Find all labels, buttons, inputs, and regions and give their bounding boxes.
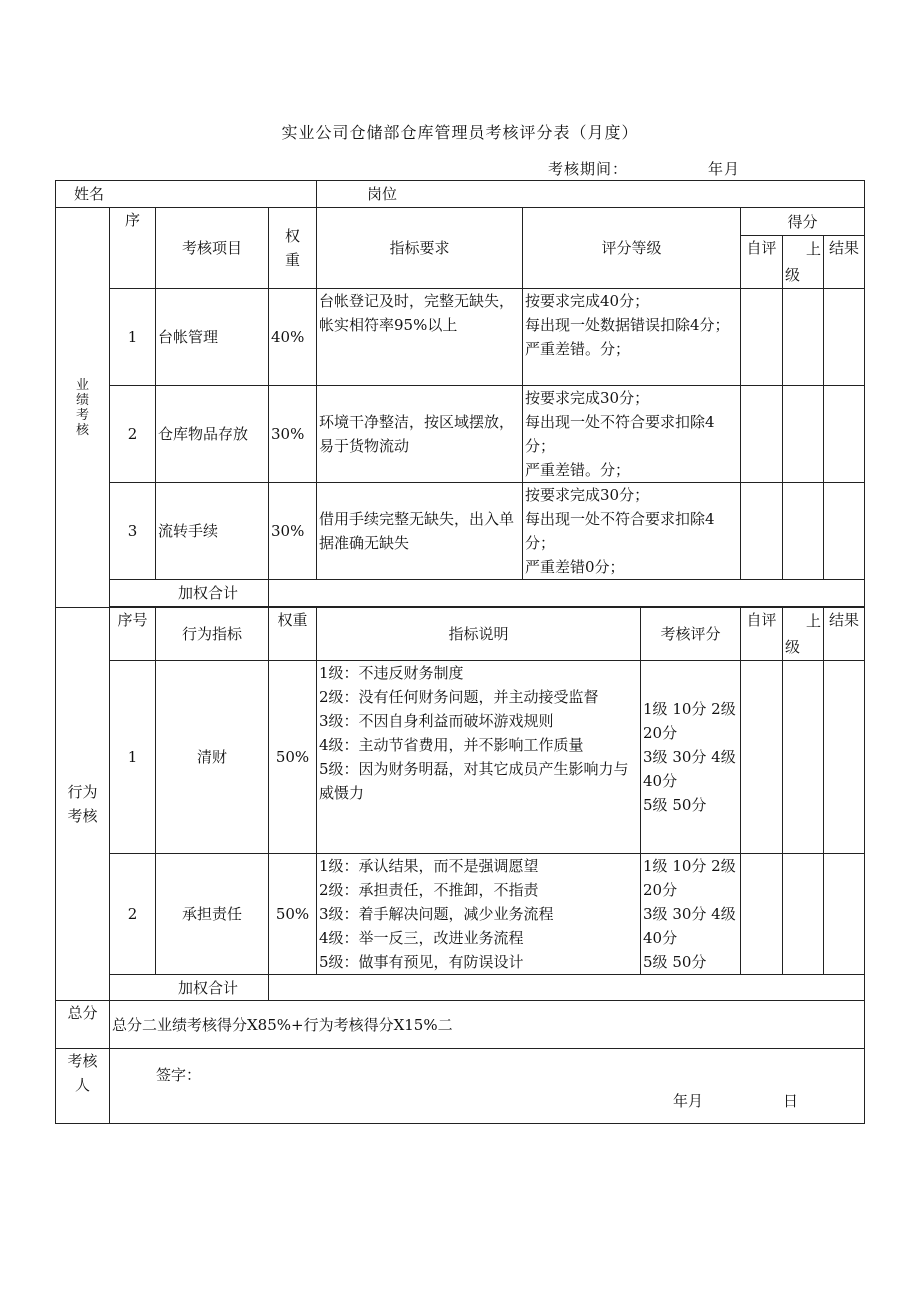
perf-superior-score[interactable] [783,386,824,483]
document-title: 实业公司仓储部仓库管理员考核评分表（月度） [281,123,639,142]
table-row [56,386,865,483]
col-requirement: 指标要求 [317,208,523,289]
beh-rating: 1级 10分 2级 20分 3级 30分 4级 40分 5级 50分 [641,661,741,854]
perf-requirement: 台帐登记及时，完整无缺失，帐实相符率95%以上 [317,289,523,386]
beh-indicator: 清财 [156,661,269,854]
perf-grading: 按要求完成30分； 每出现一处不符合要求扣除4分； 严重差错0分； [523,483,741,580]
perf-result[interactable] [824,386,865,483]
col-self: 自评 [741,608,783,661]
total-row [56,1001,865,1049]
total-formula: 总分二业绩考核得分X85%+行为考核得分X15%二 [110,1001,865,1049]
perf-requirement: 环境干净整洁，按区域摆放，易于货物流动 [317,386,523,483]
beh-description: 1级：承认结果，而不是强调愿望 2级：承担责任，不推卸，不指责 3级：着手解决问题，减少业务流程 4级：举一反三，改进业务流程 5级：做事有预见，有防误设计 [317,854,641,975]
col-rating: 考核评分 [641,608,741,661]
name-cell[interactable] [56,181,317,208]
col-indicator: 行为指标 [156,608,269,661]
assessment-table [55,180,865,1124]
date-year-month: 年月 [673,1092,704,1110]
position-label: 岗位 [367,185,398,203]
perf-weighted-total-label: 加权合计 [110,580,269,607]
name-label: 姓名 [74,185,105,203]
perf-self-score[interactable] [741,289,783,386]
beh-weight: 50% [269,854,317,975]
period-year-month: 年月 [708,160,741,178]
col-result: 结果 [824,236,865,289]
beh-weighted-total-label: 加权合计 [110,975,269,1001]
col-weight: 权重 [269,208,317,289]
signature-label: 签字： [156,1066,202,1084]
period-label: 考核期间： [548,160,629,178]
position-cell[interactable] [317,181,865,208]
col-weight: 权重 [269,608,317,661]
col-superior: 上 级 [783,608,824,661]
perf-weight: 30% [269,483,317,580]
beh-seq: 1 [110,661,156,854]
perf-self-score[interactable] [741,483,783,580]
table-row [56,289,865,386]
assessment-period [548,158,740,179]
beh-description: 1级：不违反财务制度 2级：没有任何财务问题，并主动接受监督 3级：不因自身利益而破坏游戏规则 4级：主动节省费用，并不影响工作质量 5级：因为财务明磊，对其它成员产生影响力与威慑力 [317,661,641,854]
table-row [56,661,865,854]
perf-seq: 1 [110,289,156,386]
col-description: 指标说明 [317,608,641,661]
perf-self-score[interactable] [741,386,783,483]
col-seq-no: 序号 [110,608,156,661]
performance-total-row [56,580,865,607]
beh-seq: 2 [110,854,156,975]
perf-grading: 按要求完成30分； 每出现一处不符合要求扣除4分； 严重差错。分； [523,386,741,483]
beh-weight: 50% [269,661,317,854]
col-score: 得分 [741,208,865,236]
perf-seq: 3 [110,483,156,580]
performance-header-row [56,208,865,236]
beh-indicator: 承担责任 [156,854,269,975]
behavior-section-label: 行为考核 [56,608,110,1001]
col-grading: 评分等级 [523,208,741,289]
signature-date [673,1089,798,1113]
perf-requirement: 借用手续完整无缺失，出入单据准确无缺失 [317,483,523,580]
table-row [56,854,865,975]
col-self: 自评 [741,236,783,289]
perf-item: 流转手续 [156,483,269,580]
perf-grading: 按要求完成40分； 每出现一处数据错误扣除4分； 严重差错。分； [523,289,741,386]
beh-superior-score[interactable] [783,854,824,975]
col-seq: 序 [110,208,156,289]
perf-weight: 40% [269,289,317,386]
col-result: 结果 [824,608,865,661]
perf-seq: 2 [110,386,156,483]
date-day: 日 [783,1092,799,1110]
behavior-header-row [56,608,865,661]
perf-weight: 30% [269,386,317,483]
perf-item: 仓库物品存放 [156,386,269,483]
beh-self-score[interactable] [741,854,783,975]
table-row [56,483,865,580]
header-row [56,181,865,208]
perf-result[interactable] [824,289,865,386]
beh-superior-score[interactable] [783,661,824,854]
beh-result[interactable] [824,854,865,975]
perf-superior-score[interactable] [783,483,824,580]
beh-weighted-total-value[interactable] [269,975,865,1001]
beh-result[interactable] [824,661,865,854]
beh-rating: 1级 10分 2级 20分 3级 30分 4级 40分 5级 50分 [641,854,741,975]
assessor-label: 考核人 [56,1049,110,1124]
behavior-total-row [56,975,865,1001]
perf-weighted-total-value[interactable] [269,580,865,607]
beh-self-score[interactable] [741,661,783,854]
col-item: 考核项目 [156,208,269,289]
perf-item: 台帐管理 [156,289,269,386]
performance-section-label: 业绩考核 [56,208,110,608]
perf-superior-score[interactable] [783,289,824,386]
col-superior: 上 级 [783,236,824,289]
assessor-row [56,1049,865,1124]
perf-result[interactable] [824,483,865,580]
total-label: 总分 [56,1001,110,1049]
signature-area[interactable] [110,1049,865,1124]
